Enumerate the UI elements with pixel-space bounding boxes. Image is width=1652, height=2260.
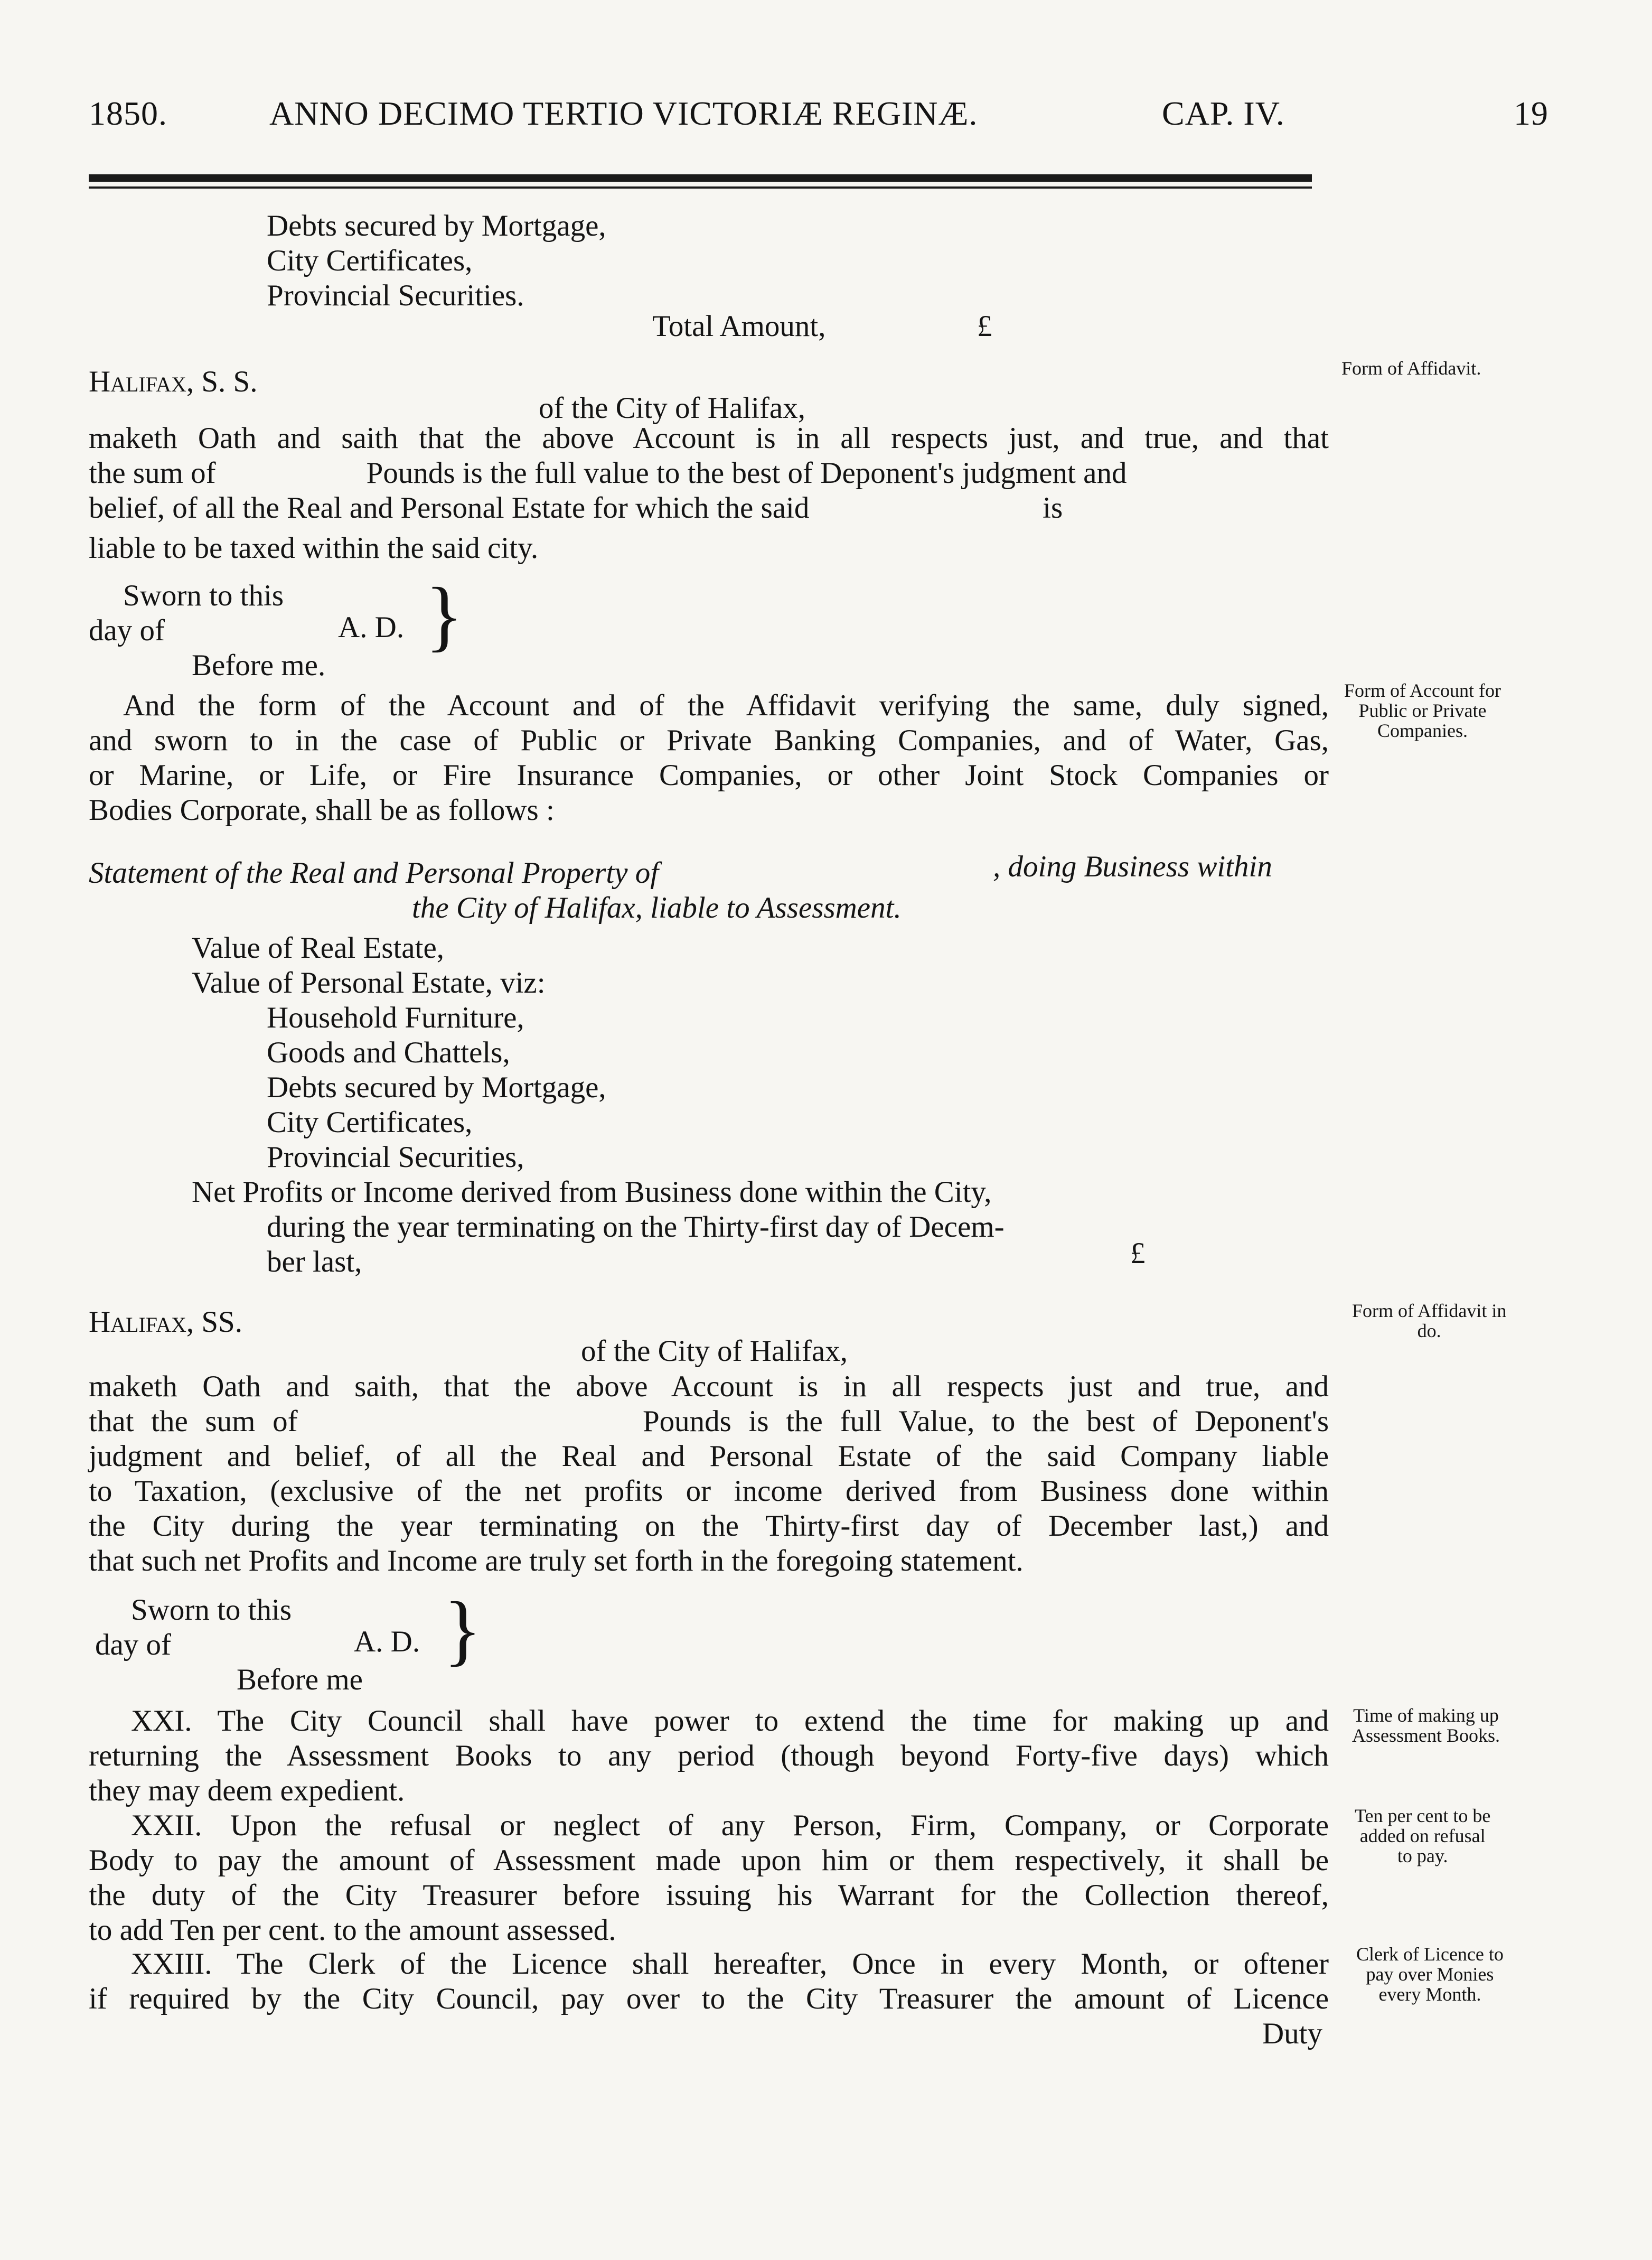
margin-note-form-of-affidavit-do bbox=[1352, 1301, 1506, 1341]
affidavit1-of-city: of the City of Halifax, bbox=[539, 391, 805, 425]
statement-title-b: , doing Business within bbox=[993, 850, 1272, 883]
affidavit2-venue: Halifax, SS. bbox=[89, 1305, 243, 1339]
margin-note-form-of-affidavit: Form of Affidavit. bbox=[1341, 358, 1481, 379]
section-xxiii-line: if required by the City Council, pay over to the City Treasurer the amount of Licence bbox=[89, 1982, 1329, 2015]
statement-item: Provincial Securities, bbox=[267, 1141, 524, 1174]
companies-intro-line: or Marine, or Life, or Fire Insurance Companies, or other Joint Stock Companies or bbox=[89, 759, 1329, 792]
block1-item: Debts secured by Mortgage, bbox=[267, 209, 606, 242]
header-rule-thin bbox=[89, 186, 1312, 189]
margin-note-line: Clerk of Licence to bbox=[1356, 1944, 1504, 1965]
affidavit1-line: the sum of Pounds is the full value to the best of Deponent's judgment and bbox=[89, 456, 1127, 490]
margin-note-line: added on refusal bbox=[1359, 1825, 1486, 1846]
section-xxii-line: to add Ten per cent. to the amount assessed. bbox=[89, 1913, 616, 1947]
header-title: ANNO DECIMO TERTIO VICTORIÆ REGINÆ. bbox=[269, 95, 978, 132]
statement-net-profits: Net Profits or Income derived from Business done within the City, bbox=[192, 1175, 992, 1209]
affidavit1-day-of: day of bbox=[89, 614, 165, 647]
statement-item: Goods and Chattels, bbox=[267, 1036, 510, 1069]
statement-title-line2: the City of Halifax, liable to Assessment. bbox=[412, 891, 902, 924]
statement-title-a: Statement of the Real and Personal Property of bbox=[89, 856, 659, 890]
margin-note-line: Public or Private bbox=[1358, 700, 1487, 721]
statement-personal-estate: Value of Personal Estate, viz: bbox=[192, 966, 546, 1000]
margin-note-ten-per-cent bbox=[1355, 1806, 1490, 1866]
margin-note-line: Ten per cent to be bbox=[1355, 1805, 1491, 1826]
affidavit2-before-me: Before me bbox=[237, 1663, 363, 1696]
affidavit1-ad: A. D. bbox=[338, 611, 405, 644]
brace-icon: } bbox=[425, 572, 463, 659]
affidavit2-line: to Taxation, (exclusive of the net profits or income derived from Business done within bbox=[89, 1474, 1329, 1508]
affidavit1-line: belief, of all the Real and Personal Estate for which the said is bbox=[89, 491, 1063, 525]
affidavit2-sworn: Sworn to this bbox=[131, 1593, 292, 1627]
section-xxii-line: XXII. Upon the refusal or neglect of any Person, Firm, Company, or Corporate bbox=[131, 1809, 1329, 1842]
margin-note-line: Companies. bbox=[1377, 720, 1468, 741]
affidavit1-venue: Halifax, S. S. bbox=[89, 365, 258, 398]
page-number: 19 bbox=[1514, 95, 1548, 132]
margin-note-assessment-books bbox=[1352, 1705, 1500, 1745]
statement-symbol: £ bbox=[1130, 1237, 1146, 1270]
margin-note-line: Form of Account for bbox=[1344, 680, 1501, 701]
companies-intro-line: and sworn to in the case of Public or Private Banking Companies, and of Water, Gas, bbox=[89, 724, 1329, 757]
section-xxiii-line: XXIII. The Clerk of the Licence shall hereafter, Once in every Month, or oftener bbox=[131, 1947, 1329, 1981]
affidavit1-line: maketh Oath and saith that the above Account is in all respects just, and true, and that bbox=[89, 422, 1329, 455]
block1-item: Provincial Securities. bbox=[267, 279, 524, 312]
affidavit1-line: liable to be taxed within the said city. bbox=[89, 531, 539, 565]
margin-note-form-of-account bbox=[1344, 680, 1501, 741]
statement-net-profits: during the year terminating on the Thirty-first day of Decem- bbox=[267, 1210, 1005, 1244]
affidavit1-before-me: Before me. bbox=[192, 649, 326, 682]
header-rule-thick bbox=[89, 174, 1312, 182]
affidavit1-sworn: Sworn to this bbox=[123, 579, 284, 612]
margin-note-line: Time of making up bbox=[1353, 1705, 1499, 1726]
statement-item: Household Furniture, bbox=[267, 1001, 524, 1034]
block1-total-symbol: £ bbox=[977, 310, 992, 343]
statement-net-profits: ber last, bbox=[267, 1245, 362, 1278]
section-xxii-line: the duty of the City Treasurer before issuing his Warrant for the Collection thereof, bbox=[89, 1879, 1329, 1912]
statement-item: Debts secured by Mortgage, bbox=[267, 1071, 606, 1104]
section-xxi-line: XXI. The City Council shall have power to extend the time for making up and bbox=[131, 1704, 1329, 1738]
header-chapter: CAP. IV. bbox=[1162, 95, 1285, 132]
margin-note-line: Form of Affidavit in bbox=[1352, 1300, 1507, 1321]
companies-intro-line: And the form of the Account and of the Affidavit verifying the same, duly signed, bbox=[123, 689, 1329, 722]
header-year: 1850. bbox=[89, 95, 167, 132]
affidavit2-line: that such net Profits and Income are truly set forth in the foregoing statement. bbox=[89, 1544, 1024, 1577]
margin-note-line: every Month. bbox=[1378, 1984, 1481, 2005]
section-xxi-line: they may deem expedient. bbox=[89, 1774, 405, 1807]
affidavit2-day-of: day of bbox=[95, 1628, 172, 1661]
affidavit2-line: maketh Oath and saith, that the above Account is in all respects just and true, and bbox=[89, 1370, 1329, 1403]
affidavit2-line: that the sum of Pounds is the full Value, to the best of Deponent's bbox=[89, 1405, 1329, 1438]
block1-item: City Certificates, bbox=[267, 244, 473, 277]
statement-real-estate: Value of Real Estate, bbox=[192, 931, 444, 965]
brace-icon: } bbox=[444, 1586, 482, 1674]
affidavit2-ad: A. D. bbox=[354, 1625, 420, 1658]
block1-total-label: Total Amount, bbox=[652, 310, 826, 343]
catchword: Duty bbox=[1262, 2017, 1322, 2050]
margin-note-line: pay over Monies bbox=[1366, 1964, 1494, 1985]
companies-intro-line: Bodies Corporate, shall be as follows : bbox=[89, 793, 555, 827]
affidavit2-line: the City during the year terminating on the Thirty-first day of December last,) and bbox=[89, 1509, 1329, 1543]
section-xxii-line: Body to pay the amount of Assessment made upon him or them respectively, it shall be bbox=[89, 1844, 1329, 1877]
affidavit2-line: judgment and belief, of all the Real and Personal Estate of the said Company liable bbox=[89, 1440, 1329, 1473]
margin-note-line: to pay. bbox=[1397, 1845, 1448, 1866]
margin-note-line: do. bbox=[1417, 1320, 1441, 1341]
margin-note-line: Assessment Books. bbox=[1352, 1725, 1500, 1746]
affidavit2-of-city: of the City of Halifax, bbox=[581, 1334, 848, 1368]
margin-note-clerk-of-licence bbox=[1356, 1944, 1504, 2004]
section-xxi-line: returning the Assessment Books to any period (though beyond Forty-five days) which bbox=[89, 1739, 1329, 1772]
statement-item: City Certificates, bbox=[267, 1106, 473, 1139]
